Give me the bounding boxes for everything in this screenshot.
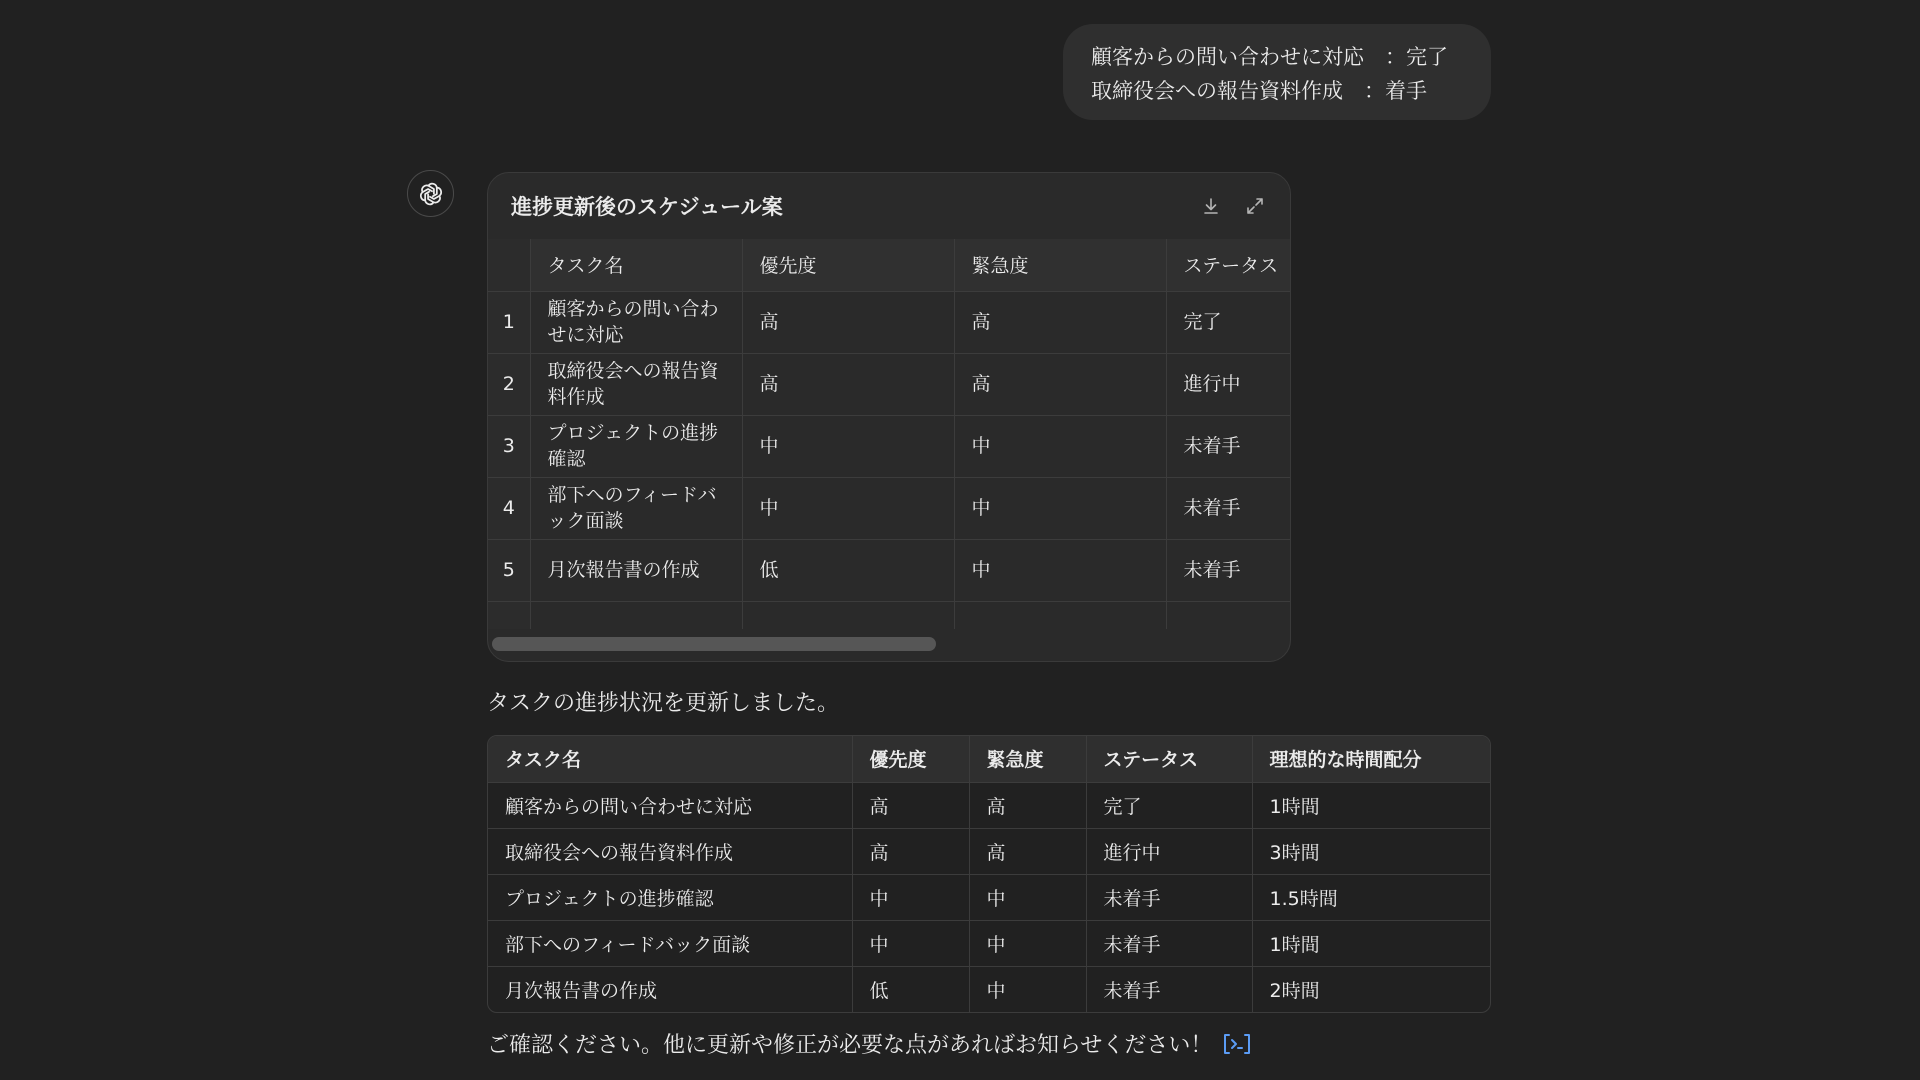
grid-header-row xyxy=(488,239,1290,291)
table-row xyxy=(488,874,1490,920)
data-table-card xyxy=(487,172,1291,662)
md-cell: 1時間 xyxy=(1252,920,1490,966)
expand-icon[interactable] xyxy=(1242,193,1268,219)
md-cell: 高 xyxy=(852,782,969,828)
assistant-avatar xyxy=(407,170,454,217)
grid-row xyxy=(488,353,1290,415)
md-cell: 部下へのフィードバック面談 xyxy=(488,920,852,966)
md-cell: 1.5時間 xyxy=(1252,874,1490,920)
grid-cell-priority[interactable]: 高 xyxy=(742,353,954,415)
table-row xyxy=(488,828,1490,874)
md-header-priority: 優先度 xyxy=(852,736,969,782)
md-cell: 顧客からの問い合わせに対応 xyxy=(488,782,852,828)
grid-cell-task-name[interactable]: 月次報告書の作成 xyxy=(530,539,742,601)
code-interpreter-link-icon[interactable] xyxy=(1222,1032,1252,1056)
md-cell: 完了 xyxy=(1086,782,1252,828)
grid-row xyxy=(488,477,1290,539)
grid-cell-status[interactable]: 進行中 xyxy=(1166,353,1290,415)
grid-row xyxy=(488,291,1290,353)
md-cell: 中 xyxy=(969,874,1086,920)
table-row xyxy=(488,782,1490,828)
md-cell: 高 xyxy=(969,782,1086,828)
grid-header-status[interactable]: ステータス xyxy=(1166,239,1290,291)
grid-cell-urgency[interactable]: 中 xyxy=(954,415,1166,477)
grid-header-priority[interactable]: 優先度 xyxy=(742,239,954,291)
grid-cell-task-name[interactable]: プロジェクトの進捗確認 xyxy=(530,415,742,477)
grid-header-task-name[interactable]: タスク名 xyxy=(530,239,742,291)
grid-empty-cell[interactable] xyxy=(742,601,954,629)
grid-empty-cell[interactable] xyxy=(954,601,1166,629)
md-header-task-name: タスク名 xyxy=(488,736,852,782)
markdown-table xyxy=(488,736,1490,1012)
grid-empty-cell[interactable] xyxy=(1166,601,1290,629)
md-cell: プロジェクトの進捗確認 xyxy=(488,874,852,920)
md-cell: 中 xyxy=(969,966,1086,1012)
table-row xyxy=(488,966,1490,1012)
grid-cell-task-name[interactable]: 部下へのフィードバック面談 xyxy=(530,477,742,539)
download-icon[interactable] xyxy=(1198,193,1224,219)
card-actions xyxy=(1198,193,1268,219)
response-text: タスクの進捗状況を更新しました。 xyxy=(487,691,840,716)
md-cell: 中 xyxy=(969,920,1086,966)
card-header xyxy=(488,173,1290,239)
grid-cell-status[interactable]: 完了 xyxy=(1166,291,1290,353)
grid-cell-status[interactable]: 未着手 xyxy=(1166,477,1290,539)
grid-cell-urgency[interactable]: 高 xyxy=(954,353,1166,415)
openai-logo-icon xyxy=(417,180,445,208)
md-header-urgency: 緊急度 xyxy=(969,736,1086,782)
grid-cell-urgency[interactable]: 高 xyxy=(954,291,1166,353)
markdown-table-container xyxy=(487,735,1491,1013)
grid-header-urgency[interactable]: 緊急度 xyxy=(954,239,1166,291)
md-cell: 未着手 xyxy=(1086,966,1252,1012)
grid-cell-priority[interactable]: 中 xyxy=(742,477,954,539)
md-cell: 未着手 xyxy=(1086,874,1252,920)
grid-empty-cell[interactable] xyxy=(530,601,742,629)
grid-cell-status[interactable]: 未着手 xyxy=(1166,539,1290,601)
grid-row xyxy=(488,415,1290,477)
grid-header-index xyxy=(488,239,530,291)
table-row xyxy=(488,920,1490,966)
grid-cell-urgency[interactable]: 中 xyxy=(954,477,1166,539)
grid-cell-priority[interactable]: 高 xyxy=(742,291,954,353)
md-cell: 3時間 xyxy=(1252,828,1490,874)
data-grid-viewport[interactable] xyxy=(488,239,1290,629)
grid-cell-priority[interactable]: 低 xyxy=(742,539,954,601)
user-message-bubble xyxy=(1063,24,1491,120)
grid-empty-cell xyxy=(488,601,530,629)
md-cell: 高 xyxy=(852,828,969,874)
closing-message xyxy=(487,1028,1252,1059)
user-message-line: 顧客からの問い合わせに対応 ：完了 xyxy=(1091,45,1448,69)
md-cell: 月次報告書の作成 xyxy=(488,966,852,1012)
md-cell: 2時間 xyxy=(1269,979,1320,1002)
md-header-time-allocation: 理想的な時間配分 xyxy=(1252,736,1490,782)
md-cell: 未着手 xyxy=(1086,920,1252,966)
scrollbar-thumb[interactable] xyxy=(492,637,936,651)
md-cell: 取締役会への報告資料作成 xyxy=(488,828,852,874)
md-cell: 中 xyxy=(852,920,969,966)
grid-row-index: 2 xyxy=(488,353,530,415)
grid-row-index: 1 xyxy=(488,291,530,353)
grid-row xyxy=(488,539,1290,601)
md-cell: 低 xyxy=(852,966,969,1012)
md-header-status: ステータス xyxy=(1086,736,1252,782)
grid-cell-task-name[interactable]: 取締役会への報告資料作成 xyxy=(530,353,742,415)
data-grid xyxy=(488,239,1290,629)
grid-row-index: 4 xyxy=(488,477,530,539)
grid-cell-priority[interactable]: 中 xyxy=(742,415,954,477)
grid-cell-status[interactable]: 未着手 xyxy=(1166,415,1290,477)
md-cell: 進行中 xyxy=(1086,828,1252,874)
md-cell: 高 xyxy=(969,828,1086,874)
grid-cell-urgency[interactable]: 中 xyxy=(954,539,1166,601)
md-cell: 中 xyxy=(852,874,969,920)
grid-empty-row xyxy=(488,601,1290,629)
markdown-table-header-row xyxy=(488,736,1490,782)
card-title: 進捗更新後のスケジュール案 xyxy=(511,195,783,219)
user-message-line: 取締役会への報告資料作成 ：着手 xyxy=(1091,79,1427,103)
grid-cell-task-name[interactable]: 顧客からの問い合わせに対応 xyxy=(530,291,742,353)
closing-text: ご確認ください。他に更新や修正が必要な点があればお知らせください！ xyxy=(487,1033,1213,1058)
grid-row-index: 5 xyxy=(488,539,530,601)
grid-row-index: 3 xyxy=(488,415,530,477)
horizontal-scrollbar[interactable] xyxy=(492,637,1284,651)
md-cell: 1時間 xyxy=(1252,782,1490,828)
